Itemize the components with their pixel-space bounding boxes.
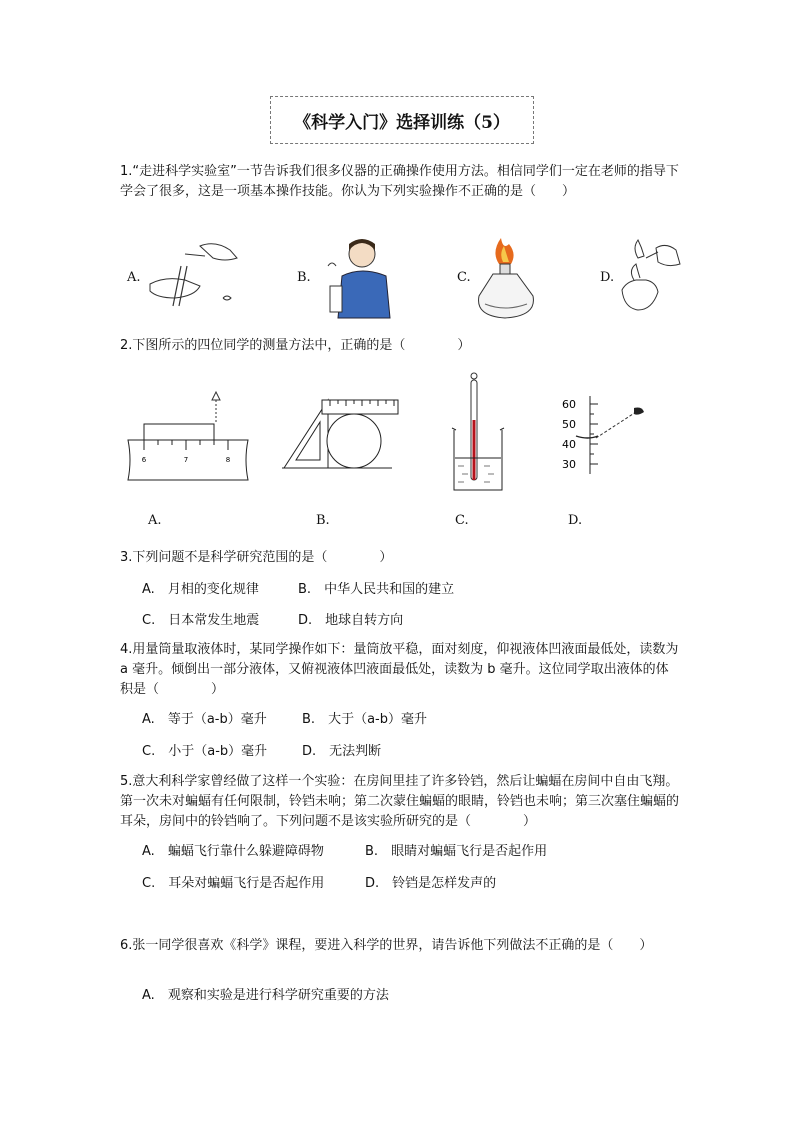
q4-option-a[interactable]: A. 等于（a-b）毫升	[142, 712, 267, 727]
q2-ruler-tick-8: 8	[225, 456, 231, 464]
q1-alcohol-lamp-lit-image	[473, 234, 539, 322]
q2-thermometer-beaker-image	[448, 370, 508, 494]
q3-option-b[interactable]: B. 中华人民共和国的建立	[298, 582, 455, 597]
q1-option-c-label[interactable]: C.	[457, 270, 471, 285]
q1-option-d-label[interactable]: D.	[600, 270, 615, 285]
q2-option-c-label[interactable]: C.	[455, 513, 469, 528]
q1-student-smelling-image	[318, 236, 398, 318]
q1-pouring-liquid-image	[145, 236, 245, 311]
q2-ruler-tick-7: 7	[183, 456, 189, 464]
page-title: 《科学入门》选择训练（5）	[270, 96, 534, 144]
q2-ruler-measurement-image	[128, 388, 252, 482]
q2-ruler-tick-6: 6	[141, 456, 147, 464]
q2-option-b-label[interactable]: B.	[316, 513, 330, 528]
question-1-text: 1.“走进科学实验室”一节告诉我们很多仪器的正确操作使用方法。相信同学们一定在老师的指导下学会了很多，这是一项基本操作技能。你认为下列实验操作不正确的是（ ）	[120, 164, 679, 199]
q3-option-c[interactable]: C. 日本常发生地震	[142, 613, 260, 628]
q3-option-a[interactable]: A. 月相的变化规律	[142, 582, 259, 597]
q5-option-a[interactable]: A. 蝙蝠飞行靠什么躲避障碍物	[142, 844, 324, 859]
q2-cylinder-tick-30: 30	[562, 458, 576, 471]
q4-option-d[interactable]: D. 无法判断	[302, 744, 382, 759]
q2-cylinder-tick-60: 60	[562, 398, 576, 411]
q2-graduated-cylinder-image	[558, 394, 648, 478]
q1-option-b-label[interactable]: B.	[297, 270, 311, 285]
q4-option-c[interactable]: C. 小于（a-b）毫升	[142, 744, 268, 759]
question-4-text: 4.用量筒量取液体时，某同学操作如下：量筒放平稳，面对刻度，仰视液体凹液面最低处，读数为 a 毫升。倾倒出一部分液体，又俯视液体凹液面最低处，读数为 b 毫升。这位同学取出液体的体积是（ ）	[120, 642, 679, 697]
q5-option-b[interactable]: B. 眼睛对蝙蝠飞行是否起作用	[365, 844, 548, 859]
q2-option-a-label[interactable]: A.	[148, 513, 162, 528]
question-2-text: 2.下图所示的四位同学的测量方法中，正确的是（ ）	[120, 338, 471, 353]
q2-cylinder-tick-40: 40	[562, 438, 576, 451]
q1-option-a-label[interactable]: A.	[127, 270, 141, 285]
q2-option-d-label[interactable]: D.	[568, 513, 583, 528]
q6-option-a[interactable]: A. 观察和实验是进行科学研究重要的方法	[142, 988, 389, 1003]
question-3-text: 3.下列问题不是科学研究范围的是（ ）	[120, 550, 393, 565]
q4-option-b[interactable]: B. 大于（a-b）毫升	[302, 712, 427, 727]
q1-lighting-lamp-image	[616, 238, 698, 320]
q3-option-d[interactable]: D. 地球自转方向	[298, 613, 404, 628]
q2-cylinder-tick-50: 50	[562, 418, 576, 431]
question-6-text: 6.张一同学很喜欢《科学》课程，要进入科学的世界，请告诉他下列做法不正确的是（ ）	[120, 938, 653, 953]
q5-option-c[interactable]: C. 耳朵对蝙蝠飞行是否起作用	[142, 876, 325, 891]
q2-triangle-rulers-circle-image	[282, 392, 402, 472]
question-5-text: 5.意大利科学家曾经做了这样一个实验：在房间里挂了许多铃铛，然后让蝙蝠在房间中自由飞翔。第一次未对蝙蝠有任何限制，铃铛未响；第二次蒙住蝙蝠的眼睛，铃铛也未响；第三次塞住蝙蝠的耳朵，房间中的铃铛响了。下列问题不是该实验所研究的是（ ）	[120, 774, 680, 829]
q5-option-d[interactable]: D. 铃铛是怎样发声的	[365, 876, 497, 891]
